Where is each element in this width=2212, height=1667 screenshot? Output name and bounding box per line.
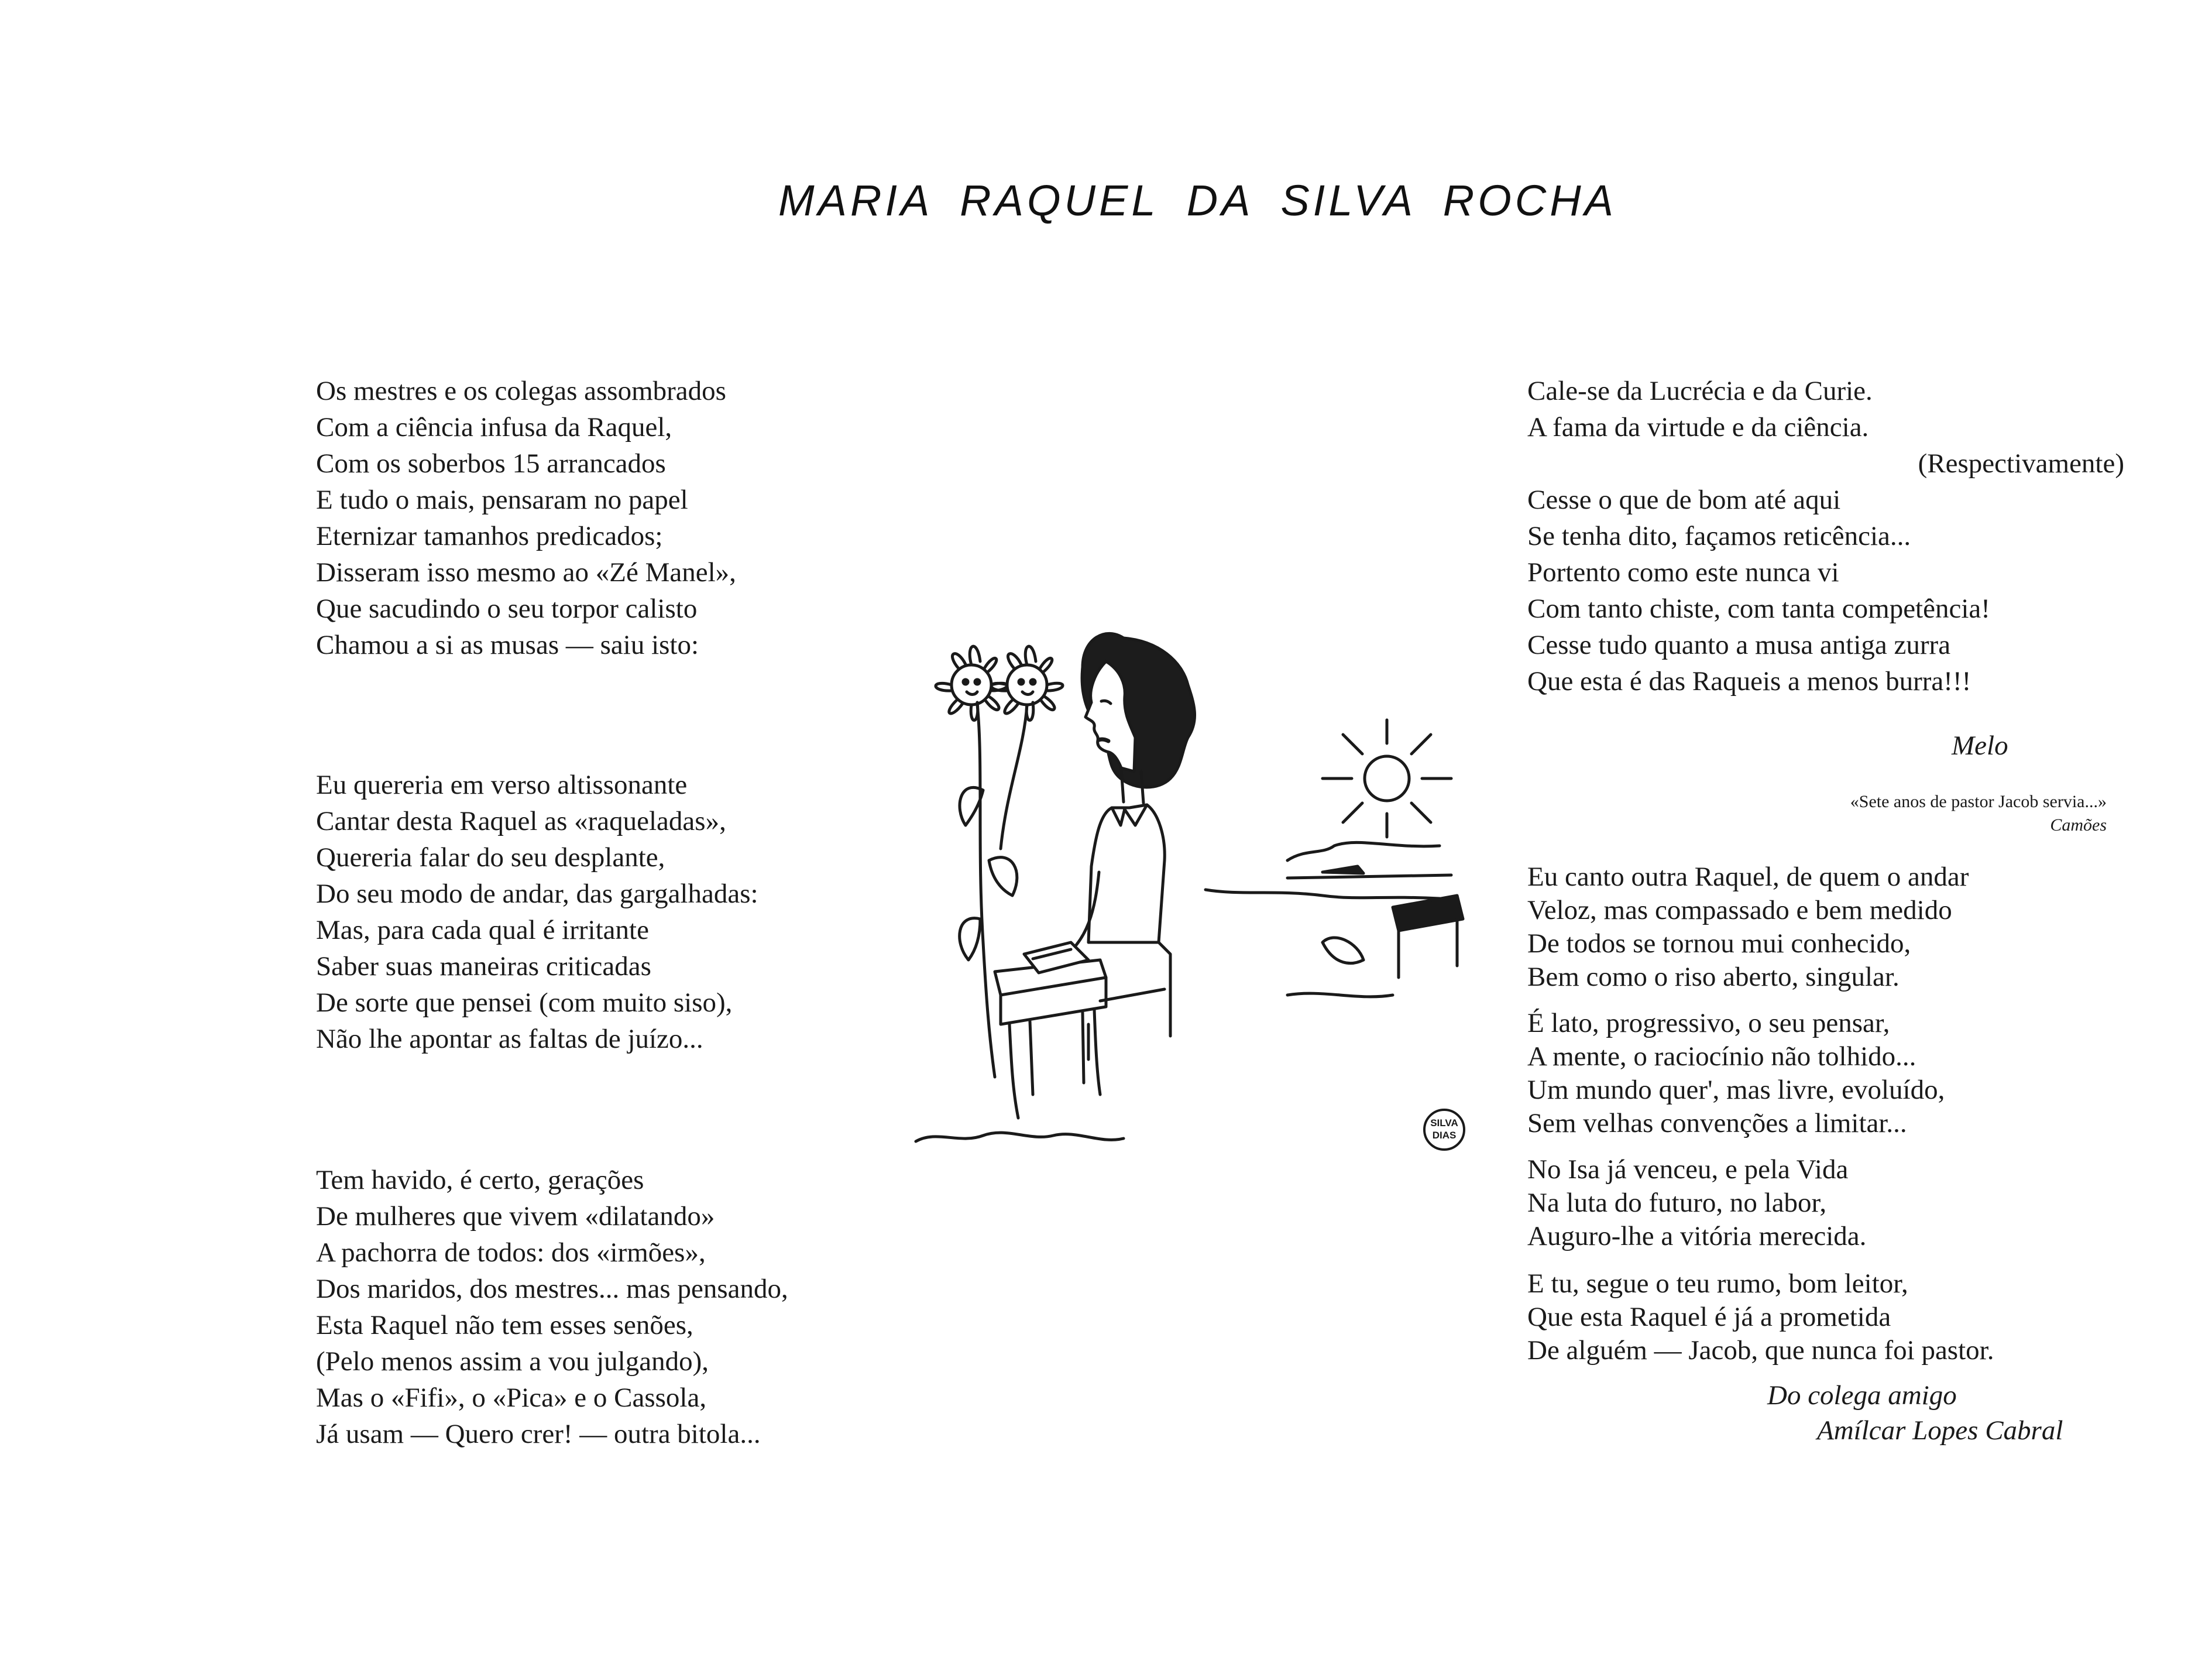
verse-line: (Pelo menos assim a vou julgando),: [316, 1346, 709, 1377]
verse-line: A pachorra de todos: dos «irmões»,: [316, 1237, 706, 1268]
verse-line: A mente, o raciocínio não tolhido...: [1527, 1041, 1916, 1072]
right-stanza-1b: [1527, 482, 1990, 699]
verse-line: Saber suas maneiras criticadas: [316, 951, 651, 982]
verse-line: Disseram isso mesmo ao «Zé Manel»,: [316, 557, 736, 588]
verse-line: Eternizar tamanhos predicados;: [316, 521, 663, 551]
verse-line: Mas, para cada qual é irritante: [316, 915, 649, 945]
verse-line: Com a ciência infusa da Raquel,: [316, 412, 672, 443]
verse-line: No Isa já venceu, e pela Vida: [1527, 1154, 1849, 1185]
verse-line: Veloz, mas compassado e bem medido: [1527, 895, 1952, 925]
verse-line: Cantar desta Raquel as «raqueladas»,: [316, 806, 726, 836]
verse-line: Dos maridos, dos mestres... mas pensando,: [316, 1274, 788, 1304]
verse-line: Os mestres e os colegas assombrados: [316, 376, 726, 406]
signature-closing-2: Amílcar Lopes Cabral: [1817, 1415, 2063, 1446]
verse-line: Eu quereria em verso altissonante: [316, 770, 688, 800]
right-stanza-5: [1527, 1267, 1994, 1367]
epigraph: [1697, 790, 2107, 837]
verse-line: Tem havido, é certo, gerações: [316, 1165, 644, 1195]
verse-line: Mas o «Fifi», o «Pica» e o Cassola,: [316, 1383, 707, 1413]
verse-line: Chamou a si as musas — saiu isto:: [316, 630, 699, 660]
artist-signature-mark: [1424, 1110, 1464, 1150]
left-stanza-3: [316, 1162, 788, 1452]
verse-line: Com os soberbos 15 arrancados: [316, 448, 666, 479]
epigraph-quote: «Sete anos de pastor Jacob servia...»: [1850, 792, 2107, 811]
verse-line: Esta Raquel não tem esses senões,: [316, 1310, 693, 1340]
artist-mark-line-2: DIAS: [1432, 1130, 1457, 1141]
verse-line: E tudo o mais, pensaram no papel: [316, 485, 688, 515]
verse-line: Portento como este nunca vi: [1527, 557, 1839, 588]
verse-line: Que sacudindo o seu torpor calisto: [316, 594, 698, 624]
verse-line: Que esta Raquel é já a prometida: [1527, 1302, 1891, 1332]
verse-line: Já usam — Quero crer! — outra bitola...: [316, 1419, 761, 1449]
signature-closing-1: Do colega amigo: [1767, 1380, 1957, 1411]
verse-line: De todos se tornou mui conhecido,: [1527, 928, 1911, 959]
caricature-illustration: [913, 615, 1475, 1153]
verse-line: Um mundo quer', mas livre, evoluído,: [1527, 1075, 1945, 1105]
verse-line: Cesse o que de bom até aqui: [1527, 485, 1841, 515]
verse-line: Cale-se da Lucrécia e da Curie.: [1527, 376, 1873, 406]
right-stanza-1: [1527, 373, 1873, 445]
verse-line: Do seu modo de andar, das gargalhadas:: [316, 879, 758, 909]
verse-line: Com tanto chiste, com tanta competência!: [1527, 594, 1990, 624]
epigraph-author: Camões: [2050, 815, 2107, 835]
verse-line: Quereria falar do seu desplante,: [316, 842, 665, 873]
verse-line: É lato, progressivo, o seu pensar,: [1527, 1008, 1890, 1038]
left-stanza-2: [316, 767, 758, 1057]
left-stanza-1: [316, 373, 736, 663]
right-stanza-2: [1527, 860, 1969, 994]
verse-line: Cesse tudo quanto a musa antiga zurra: [1527, 630, 1951, 660]
verse-line: Na luta do futuro, no labor,: [1527, 1188, 1827, 1218]
page-title: MARIA RAQUEL DA SILVA ROCHA: [778, 176, 1617, 225]
verse-line: De mulheres que vivem «dilatando»: [316, 1201, 715, 1232]
right-stanza-3: [1527, 1007, 1945, 1140]
verse-line: A fama da virtude e da ciência.: [1527, 412, 1869, 443]
verse-line: Sem velhas convenções a limitar...: [1527, 1108, 1907, 1138]
verse-line: De alguém — Jacob, que nunca foi pastor.: [1527, 1335, 1994, 1366]
verse-note: (Respectivamente): [1918, 448, 2124, 479]
artist-mark-line-1: SILVA: [1430, 1117, 1458, 1129]
signature-melo: Melo: [1952, 730, 2008, 761]
verse-line: Se tenha dito, façamos reticência...: [1527, 521, 1911, 551]
verse-line: Auguro-lhe a vitória merecida.: [1527, 1221, 1867, 1251]
right-stanza-1-note: [1527, 445, 2124, 482]
verse-line: Não lhe apontar as faltas de juízo...: [316, 1024, 703, 1054]
verse-line: Bem como o riso aberto, singular.: [1527, 962, 1900, 992]
verse-line: E tu, segue o teu rumo, bom leitor,: [1527, 1268, 1908, 1299]
right-stanza-4: [1527, 1153, 1866, 1253]
verse-line: Eu canto outra Raquel, de quem o andar: [1527, 862, 1969, 892]
verse-line: Que esta é das Raqueis a menos burra!!!: [1527, 666, 1971, 697]
verse-line: De sorte que pensei (com muito siso),: [316, 987, 733, 1018]
